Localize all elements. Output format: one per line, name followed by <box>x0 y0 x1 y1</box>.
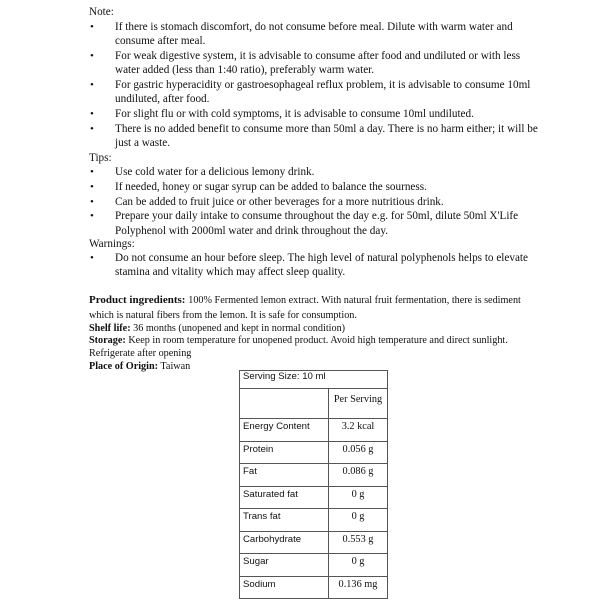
storage-text: Keep in room temperature for unopened product. Avoid high temperature and direct sunlight. Refrigerate after opening <box>89 335 508 360</box>
storage-label: Storage: <box>89 335 126 347</box>
shelf-life-label: Shelf life: <box>89 322 131 334</box>
table-row <box>240 531 388 554</box>
ingredients-label: Product ingredients: <box>89 294 186 306</box>
serving-size: Serving Size: 10 ml <box>240 371 388 389</box>
note-list <box>89 20 543 151</box>
ingredients-text: 100% Fermented lemon extract. With natural fruit fermentation, there is sediment which is natural fibers from the lemon. It is safe for consumption. <box>89 295 521 321</box>
nutrient-name: Sugar <box>240 554 329 577</box>
nutrient-value: 0 g <box>329 554 388 577</box>
shelf-life-line <box>89 323 545 336</box>
table-row <box>240 554 388 577</box>
nutrient-name: Saturated fat <box>240 486 329 509</box>
nutrient-value: 0.136 mg <box>329 576 388 599</box>
nutrient-name: Protein <box>240 441 329 464</box>
table-row <box>240 509 388 532</box>
nutrient-name: Carbohydrate <box>240 531 329 554</box>
nutrient-name: Sodium <box>240 576 329 599</box>
list-item: • There is no added benefit to consume more than 50ml a day. There is no harm either; it will be just a waste. <box>89 122 543 151</box>
tips-heading: Tips: <box>89 152 112 164</box>
list-item: • Can be added to fruit juice or other beverages for a more nutritious drink. <box>89 195 543 209</box>
table-row <box>240 441 388 464</box>
table-row <box>240 576 388 599</box>
nutrition-table <box>239 370 388 599</box>
nutrient-value: 0.086 g <box>329 464 388 487</box>
list-item: • Prepare your daily intake to consume throughout the day e.g. for 50ml, dilute 50ml X'Life Polyphenol with 2000ml water and drink throughout the day. <box>89 209 543 238</box>
ingredients-line <box>89 293 545 323</box>
table-cell <box>240 389 329 419</box>
note-heading: Note: <box>89 6 114 18</box>
origin-label: Place of Origin: <box>89 360 159 372</box>
nutrient-name: Fat <box>240 464 329 487</box>
list-item: • For slight flu or with cold symptoms, it is advisable to consume 10ml undiluted. <box>89 107 543 121</box>
shelf-life-text: 36 months (unopened and kept in normal condition) <box>133 322 346 334</box>
table-row <box>240 464 388 487</box>
list-item: • If needed, honey or sugar syrup can be added to balance the sourness. <box>89 180 543 194</box>
table-row <box>240 419 388 442</box>
list-item: • For gastric hyperacidity or gastroesophageal reflux problem, it is advisable to consume 10ml undiluted, after food. <box>89 78 543 107</box>
nutrient-value: 0.056 g <box>329 441 388 464</box>
per-serving-header: Per Serving <box>329 389 388 419</box>
nutrient-value: 0 g <box>329 486 388 509</box>
warnings-list <box>89 251 543 280</box>
list-item: • For weak digestive system, it is advisable to consume after food and undiluted or with less water added (less than 1:40 ratio), preferably warm water. <box>89 49 543 78</box>
origin-text: Taiwan <box>160 360 191 372</box>
storage-line <box>89 335 545 361</box>
product-info <box>89 293 545 374</box>
nutrient-name: Energy Content <box>240 419 329 442</box>
list-item: • Do not consume an hour before sleep. The high level of natural polyphenols helps to elevate stamina and vitality which may affect sleep quality. <box>89 251 543 280</box>
tips-list <box>89 165 543 238</box>
table-row <box>240 486 388 509</box>
nutrient-value: 0 g <box>329 509 388 532</box>
nutrient-name: Trans fat <box>240 509 329 532</box>
list-item: • If there is stomach discomfort, do not consume before meal. Dilute with warm water and consume after meal. <box>89 20 543 49</box>
nutrient-value: 3.2 kcal <box>329 419 388 442</box>
nutrient-value: 0.553 g <box>329 531 388 554</box>
warnings-heading: Warnings: <box>89 238 135 250</box>
list-item: • Use cold water for a delicious lemony drink. <box>89 165 543 179</box>
